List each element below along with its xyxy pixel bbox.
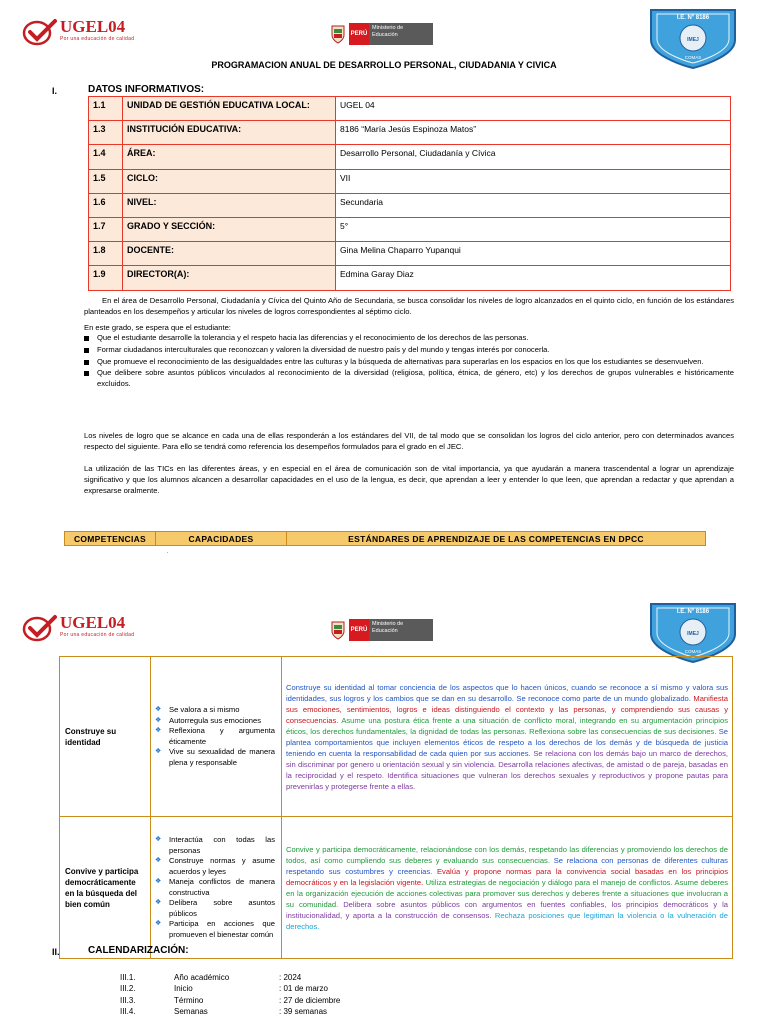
info-number: 1.3 [89,121,123,145]
info-row [89,169,731,193]
section-1-title: DATOS INFORMATIVOS: [88,84,205,95]
info-value: Secundaria [336,193,731,217]
tiny-mark: . [167,549,169,555]
info-number: 1.9 [89,266,123,290]
calendario-label: Término [174,995,204,1005]
header-capacidades: CAPACIDADES [156,532,287,545]
info-number: 1.5 [89,169,123,193]
ugel-name: UGEL04 [60,17,126,36]
page-2 [0,596,768,1024]
competencia-name: Convive y participa democráticamente en la búsqueda del bien común [60,817,151,959]
capacidades-cell [151,817,282,959]
info-value: Edmina Garay Diaz [336,266,731,290]
section-1-number: I. [52,86,58,96]
calendario-row [120,972,340,983]
info-row [89,242,731,266]
objective-item: Formar ciudadanos interculturales que reconozcan y valoren la diversidad de nuestro país y del mundo y tengas interés por conocerla. [84,345,734,356]
info-number: 1.7 [89,217,123,241]
header-estandares: ESTÁNDARES DE APRENDIZAJE DE LAS COMPETENCIAS EN DPCC [348,533,644,544]
info-row [89,145,731,169]
calendario [120,972,340,1017]
competencias-header [64,531,706,546]
competencia-row [60,817,733,959]
info-value: 5° [336,217,731,241]
estandar-segment: Convive y participa democráticamente, relacionándose con los demás, respetando las diferencias y promoviendo los derechos de todos, así como cumpliendo sus deberes y evaluando sus consecuencias. [286,844,728,865]
document-title: PROGRAMACION ANUAL DE DESARROLLO PERSONAL, CIUDADANIA Y CIVICA [211,60,557,70]
header-competencias: COMPETENCIAS [65,532,156,545]
info-row [89,217,731,241]
estandar-segment: Se relaciona con personas de diferentes culturas respetando sus costumbres y creencias. [286,855,728,876]
calendario-label: Año académico [174,973,230,982]
minedu-logo-2 [330,618,433,642]
tics-paragraph: La utilización de las TICs en las diferentes áreas, y en especial en el área de comunicación son de vital importancia, ya que ayudarán a manera trascendental a lograr un aprendizaje significativo y que los alumnos alcancen a desarrollar capacidades en el uso de la lengua, es decir, que aprendan a leer y entender lo que leen, que aprendan a redactar y que aprendan a expresarse oralmente. [84,464,734,496]
competencia-name: Construye su identidad [60,657,151,817]
ministerio-label-2: Ministerio de Educación [369,619,433,641]
school-badge-bottom-2: COMAS [684,649,702,654]
school-badge-bottom: COMAS [684,55,702,60]
calendario-row [120,995,340,1006]
info-label: DOCENTE: [123,242,336,266]
info-label: DIRECTOR(A): [123,266,336,290]
info-value: UGEL 04 [336,97,731,121]
info-value: Gina Melina Chaparro Yupanqui [336,242,731,266]
school-badge-mid: IMEJ [687,37,699,43]
info-row [89,193,731,217]
info-row [89,266,731,290]
info-row [89,121,731,145]
calendario-row [120,983,340,994]
ugel-sub: Por una educación de calidad [60,36,135,42]
competencias-table [59,656,733,959]
competencia-row [60,657,733,817]
info-label: INSTITUCIÓN EDUCATIVA: [123,121,336,145]
capacidades-list [155,835,275,940]
check-icon [22,614,58,642]
capacidad-item: ❖ Interactúa con todas las personas [155,835,275,856]
info-label: NIVEL: [123,193,336,217]
info-label: ÁREA: [123,145,336,169]
info-label: CICLO: [123,169,336,193]
calendario-label: Semanas [174,1006,208,1016]
capacidad-item: ❖ Reflexiona y argumenta éticamente [155,726,275,747]
ugel-logo-2 [22,614,134,642]
info-number: 1.6 [89,193,123,217]
ministerio-label: Ministerio de Educación [369,23,433,45]
estandar-segment: Manifiesta sus emociones, sentimientos, logros e ideas distinguiendo el contexto y las personas, y comprendiendo sus causas y consecuencias. [286,693,728,725]
intro-text: En el área de Desarrollo Personal, Ciudadanía y Cívica del Quinto Año de Secundaria, se busca consolidar los niveles de logro alcanzados en el quinto ciclo, en función de los estándares planteados en los desempeños y articular los niveles de logros correspondientes al séptimo ciclo. [84,296,734,317]
info-row [89,97,731,121]
objective-item: Que el estudiante desarrolle la tolerancia y el respeto hacia las diferencias y el reconocimiento de los derechos de las personas. [84,333,734,344]
estandar-segment: Evalúa y propone normas para la convivencia social basadas en los principios democráticos y en la legislación vigente. [286,866,728,887]
intro-2-paragraph: En este grado, se espera que el estudiante: [84,323,231,332]
estandar-cell [282,657,733,817]
objectives-list [84,333,734,391]
capacidades-list [155,705,275,768]
peru-shield-icon [330,24,346,44]
capacidad-item: ❖ Delibera sobre asuntos públicos [155,898,275,919]
page-gap [0,560,768,596]
estandar-segment: Construye su identidad al tomar conciencia de los aspectos que lo hacen únicos, cuando se reconoce a sí mismo y valora sus identidades, sus logros y los cambios que se dan en su desarrollo. Se reconoce como parte de un mundo globalizado. [286,682,728,703]
info-number: 1.4 [89,145,123,169]
school-badge-top: I.E. Nº 8186 [676,15,710,21]
capacidad-item: ❖ Se valora a si mismo [155,705,275,716]
calendario-label: Inicio [174,984,193,994]
peru-label-2: PERÚ [349,619,369,641]
estandar-segment: Delibera sobre asuntos públicos con argumentos en fuentes confiables, los principios democráticos y la institucionalidad, y aporta a la construcción de consensos. [286,899,728,920]
calendario-value: : 2024 [279,973,302,982]
info-value: 8186 “María Jesús Espinoza Matos” [336,121,731,145]
section-2-number: II. [52,947,60,957]
peru-label: PERÚ [349,23,369,45]
info-number: 1.1 [89,97,123,121]
calendario-value: : 27 de diciembre [279,995,341,1005]
info-label: GRADO Y SECCIÓN: [123,217,336,241]
info-number: 1.8 [89,242,123,266]
calendario-key: III.1. [120,973,136,982]
calendario-value: : 39 semanas [279,1006,328,1016]
peru-shield-icon [330,620,346,640]
info-label: UNIDAD DE GESTIÓN EDUCATIVA LOCAL: [123,97,336,121]
niveles-paragraph: Los niveles de logro que se alcance en cada una de ellas responderán a los estándares del VII, de tal modo que se consolidan los logros del ciclo anterior, pero con determinados avances respecto del siguiente. Para ello se tendrá como referencia los desempeños formulados para el grado en el JEC. [84,431,734,452]
estandar-segment: Se plantea comportamientos que incluyen elementos éticos de respeto a los derechos de los demás y de búsqueda de justicia teniendo en cuenta la responsabilidad de cada quien por sus acciones. [286,726,728,758]
school-badge-icon [645,600,741,664]
intro-paragraph [84,295,734,317]
capacidad-item: ❖ Autorregula sus emociones [155,716,275,727]
estandar-segment: Utiliza estrategias de negociación y diálogo para el manejo de conflictos. Asume deberes en la organización ejecución de acciones colectivas para promover sus derechos y deberes frente a situaciones que involucran a su comunidad. [286,877,728,909]
capacidad-item: ❖ Maneja conflictos de manera constructiva [155,877,275,898]
school-badge-top-2: I.E. Nº 8186 [676,609,710,615]
capacidades-cell [151,657,282,817]
info-value: Desarrollo Personal, Ciudadanía y Cívica [336,145,731,169]
calendario-key: III.3. [120,995,136,1005]
calendario-row [120,1006,340,1017]
estandar-segment: Se relaciona con los demás bajo un marco de derechos, sin discriminar por genero u orientación sexual y sin violencia. Desarrolla relaciones afectivas, de amistad o de pareja, basadas en la reciprocidad y el respeto. Identifica situaciones que vulneran los derechos sexuales y reproductivos y propone pautas para prevenirlas y protegerse frente a ellas. [286,748,728,791]
capacidad-item: ❖ Vive su sexualidad de manera plena y responsable [155,747,275,768]
check-icon [22,18,58,46]
info-table [88,96,731,291]
section-2-title: CALENDARIZACIÓN: [88,945,189,956]
school-badge-mid-2: IMEJ [687,631,699,637]
ugel-logo [22,18,134,46]
estandar-segment: Asume una postura ética frente a una situación de conflicto moral, integrando en su argumentación principios éticos, los derechos fundamentales, la dignidad de todas las personas. Reflexiona sobre las consecuencias de sus decisiones. [286,715,728,736]
capacidad-item: ❖ Construye normas y asume acuerdos y leyes [155,856,275,877]
ugel-sub-2: Por una educación de calidad [60,632,135,638]
ugel-name-2: UGEL04 [60,613,126,632]
calendario-key: III.2. [120,984,136,994]
capacidad-item: ❖ Participa en acciones que promueven el bienestar común [155,919,275,940]
minedu-logo [330,22,433,46]
objective-item: Que promueve el reconocimiento de las desigualdades entre las culturas y la búsqueda de alternativas para superarlas en los espacios en los que los estudiantes se desenvuelven. [84,357,734,368]
estandar-cell [282,817,733,959]
calendario-value: : 01 de marzo [279,984,328,994]
calendario-key: III.4. [120,1006,136,1016]
estandar-segment: Rechaza posiciones que legitiman la violencia o la vulneración de derechos. [286,910,728,931]
objective-item: Que delibere sobre asuntos públicos vinculados al reconocimiento de la diversidad (religiosa, política, étnica, de género, etc) y los derechos de grupos vulnerables e históricamente excluidos. [84,368,734,390]
info-value: VII [336,169,731,193]
